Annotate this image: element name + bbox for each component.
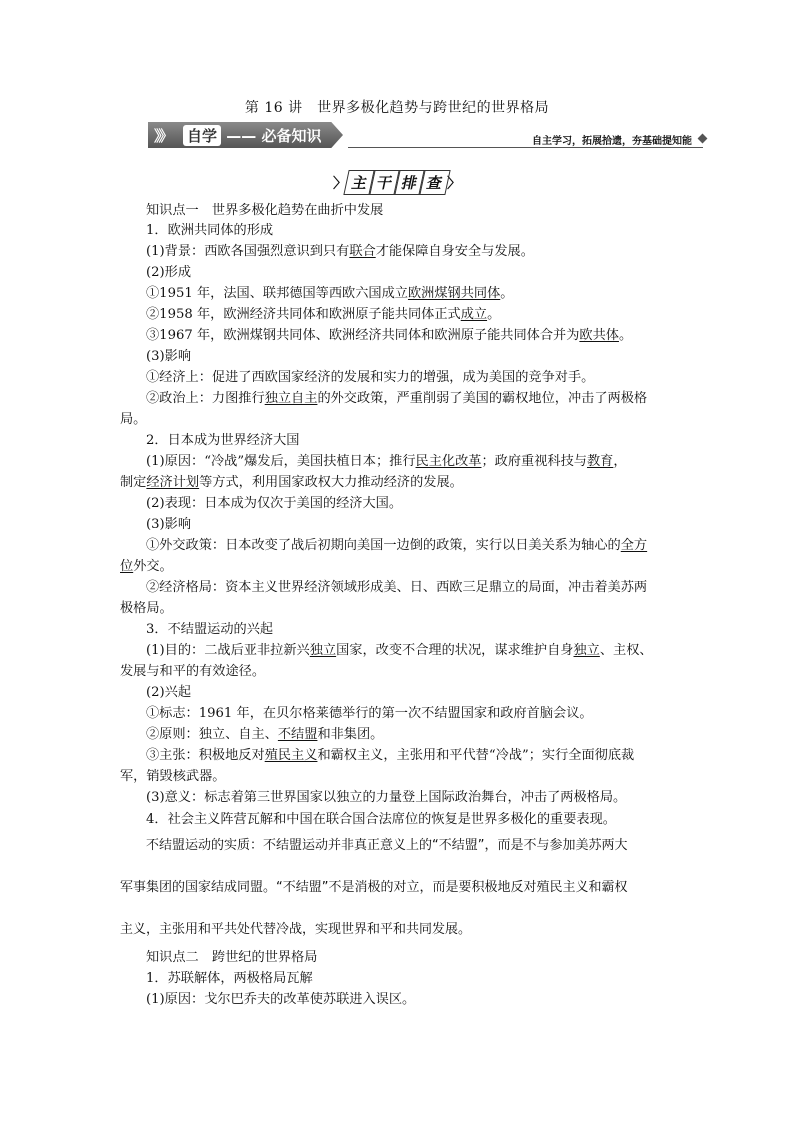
text-run: 制定	[120, 475, 147, 490]
underlined-key-term: 不结盟	[277, 727, 318, 742]
text-run: 等方式，利用国家政权大力推动经济的发展。	[199, 475, 463, 490]
text-line-h2	[146, 431, 706, 451]
underlined-key-term: 欧共体	[579, 328, 619, 343]
text-run: (1)原因：戈尔巴乔夫的改革使苏联进入误区。	[146, 992, 416, 1007]
text-run: ③主张：积极地反对	[146, 748, 265, 763]
text-line-p23	[146, 746, 706, 766]
banner-arrows-icon: 》》	[154, 127, 171, 145]
text-run: 4．社会主义阵营瓦解和中国在联合国合法席位的恢复是世界多极化的重要表现。	[146, 812, 616, 827]
text-run: (3)影响	[146, 349, 192, 364]
text-line-p1	[146, 242, 706, 262]
text-run: 的外交政策，严重削弱了美国的霸权地位，冲击了两极格	[317, 391, 648, 406]
text-run: 。	[500, 286, 514, 301]
underlined-key-term: 成立	[460, 307, 488, 322]
text-run: ①1951 年，法国、联邦德国等西欧六国成立	[146, 286, 408, 301]
text-run: 1．欧洲共同体的形成	[146, 223, 274, 238]
text-line-p16	[146, 578, 706, 598]
right-arrow-icon: 〉	[447, 176, 462, 192]
text-run: 局。	[120, 412, 147, 427]
text-line-p8	[146, 389, 706, 409]
text-run: ①标志：1961 年，在贝尔格莱德举行的第一次不结盟国家和政府首脑会议。	[146, 706, 593, 721]
text-run: (2)形成	[146, 265, 192, 280]
text-line-p14	[146, 536, 706, 556]
banner-tagline: 自主学习，拓展拾遗，夯基础提知能	[532, 136, 692, 147]
section-char: 排	[393, 170, 425, 195]
text-line-h3	[146, 620, 706, 640]
note-line: 主义，主张用和平共处代替冷战，实现世界和平和共同发展。	[120, 922, 472, 937]
text-run: 外交。	[133, 559, 173, 574]
text-run: 和霸权主义，主张用和平代替“冷战”；实行全面彻底裁	[317, 748, 635, 763]
text-run: (1)目的：二战后亚非拉新兴	[146, 643, 310, 658]
text-line-p18	[146, 641, 706, 661]
text-run: 3．不结盟运动的兴起	[146, 622, 274, 637]
text-line-p12	[146, 494, 706, 514]
underlined-key-term: 全方	[620, 538, 648, 553]
text-line-h1	[146, 221, 706, 241]
text-run: (3)影响	[146, 517, 192, 532]
text-run: ③1967 年，欧洲煤钢共同体、欧洲经济共同体和欧洲原子能共同体合并为	[146, 328, 580, 343]
text-line-p19	[120, 662, 680, 682]
text-line-p22	[146, 725, 706, 745]
underlined-key-term: 经济计划	[146, 475, 200, 490]
text-line-p25	[146, 788, 706, 808]
text-run: (2)表现：日本成为仅次于美国的经济大国。	[146, 496, 403, 511]
text-line-p10	[146, 452, 706, 472]
underlined-key-term: 独立	[309, 643, 337, 658]
text-line-p3	[146, 284, 706, 304]
text-line-p5	[146, 326, 706, 346]
text-line-p26	[146, 810, 706, 830]
underlined-key-term: 独立自主	[264, 391, 318, 406]
text-line-p4	[146, 305, 706, 325]
text-line-p20	[146, 683, 706, 703]
banner-label	[183, 125, 321, 146]
underlined-key-term: 联合	[349, 244, 376, 259]
text-run: (1)原因：“冷战”爆发后，美国扶植日本；推行	[146, 454, 416, 469]
underlined-key-term: 殖民主义	[264, 748, 318, 763]
text-run: (3)意义：标志着第三世界国家以独立的力量登上国际政治舞台，冲击了两极格局。	[146, 790, 627, 805]
text-run: 1．苏联解体，两极格局瓦解	[146, 971, 313, 986]
text-line-k1	[146, 201, 706, 221]
section-char: 主	[343, 170, 375, 195]
text-run: 。	[487, 307, 501, 322]
underlined-key-term: 欧洲煤钢共同体	[407, 286, 501, 301]
text-line-p21	[146, 704, 706, 724]
text-line-k2	[146, 948, 706, 968]
text-run: (2)兴起	[146, 685, 192, 700]
lesson-title: 第 16 讲 世界多极化趋势与跨世纪的世界格局	[244, 100, 550, 116]
text-run: ②原则：独立、自主、	[146, 727, 278, 742]
text-line-p9	[120, 410, 680, 430]
underlined-key-term: 位	[120, 559, 134, 574]
banner-rule	[348, 147, 703, 148]
text-run: 2．日本成为世界经济大国	[146, 433, 300, 448]
self-study-banner	[148, 122, 708, 152]
text-line-p2	[146, 263, 706, 283]
text-line-p17	[120, 599, 680, 619]
text-run: 发展与和平的有效途径。	[120, 664, 266, 679]
section-heading	[0, 170, 794, 195]
text-run: 、主权、	[599, 643, 653, 658]
text-run: ②1958 年，欧洲经济共同体和欧洲原子能共同体正式	[146, 307, 461, 322]
underlined-key-term: 独立	[573, 643, 600, 658]
text-line-p6	[146, 347, 706, 367]
text-run: 军，销毁核武器。	[120, 769, 226, 784]
underlined-key-term: 教育	[586, 454, 614, 469]
text-run: 。	[618, 328, 633, 343]
text-run: 极格局。	[120, 601, 173, 616]
text-run: ；政府重视科技与	[481, 454, 587, 469]
section-char: 干	[368, 170, 400, 195]
text-run: 知识点一 世界多极化趋势在曲折中发展	[146, 203, 384, 218]
text-run: 和非集团。	[317, 727, 384, 742]
text-run: 国家，改变不合理的状况，谋求维护自身	[336, 643, 574, 658]
text-run: ①经济上：促进了西欧国家经济的发展和实力的增强，成为美国的竞争对手。	[146, 370, 595, 385]
text-run: ②政治上：力图推行	[146, 391, 265, 406]
banner-label-box: 自学	[183, 125, 221, 146]
text-line-p24	[120, 767, 680, 787]
text-run: ②经济格局：资本主义世界经济领域形成美、日、西欧三足鼎立的局面，冲击着美苏两	[146, 580, 648, 595]
note-line: 不结盟运动的实质：不结盟运动并非真正意义上的“不结盟”，而是不与参加美苏两大	[146, 838, 628, 853]
text-line-p7	[146, 368, 706, 388]
text-run: ①外交政策：日本改变了战后初期向美国一边倒的政策，实行以日美关系为轴心的	[146, 538, 621, 553]
text-run: 才能保障自身安全与发展。	[375, 244, 534, 259]
banner-label-rest: —— 必备知识	[226, 127, 322, 145]
text-line-p15	[120, 557, 680, 577]
text-run: ，	[613, 454, 627, 469]
underlined-key-term: 民主化改革	[415, 454, 482, 469]
note-line: 军事集团的国家结成同盟。“不结盟”不是消极的对立，而是要积极地反对殖民主义和霸权	[120, 880, 628, 895]
section-char: 查	[418, 170, 450, 195]
text-line-p11	[120, 473, 680, 493]
text-line-p13	[146, 515, 706, 535]
left-arrow-icon: 〉	[332, 176, 347, 192]
text-line-p27	[146, 990, 706, 1010]
text-run: 知识点二 跨世纪的世界格局	[146, 950, 318, 965]
diamond-icon	[698, 134, 708, 144]
text-run: (1)背景：西欧各国强烈意识到只有	[146, 244, 350, 259]
text-line-h4	[146, 969, 706, 989]
